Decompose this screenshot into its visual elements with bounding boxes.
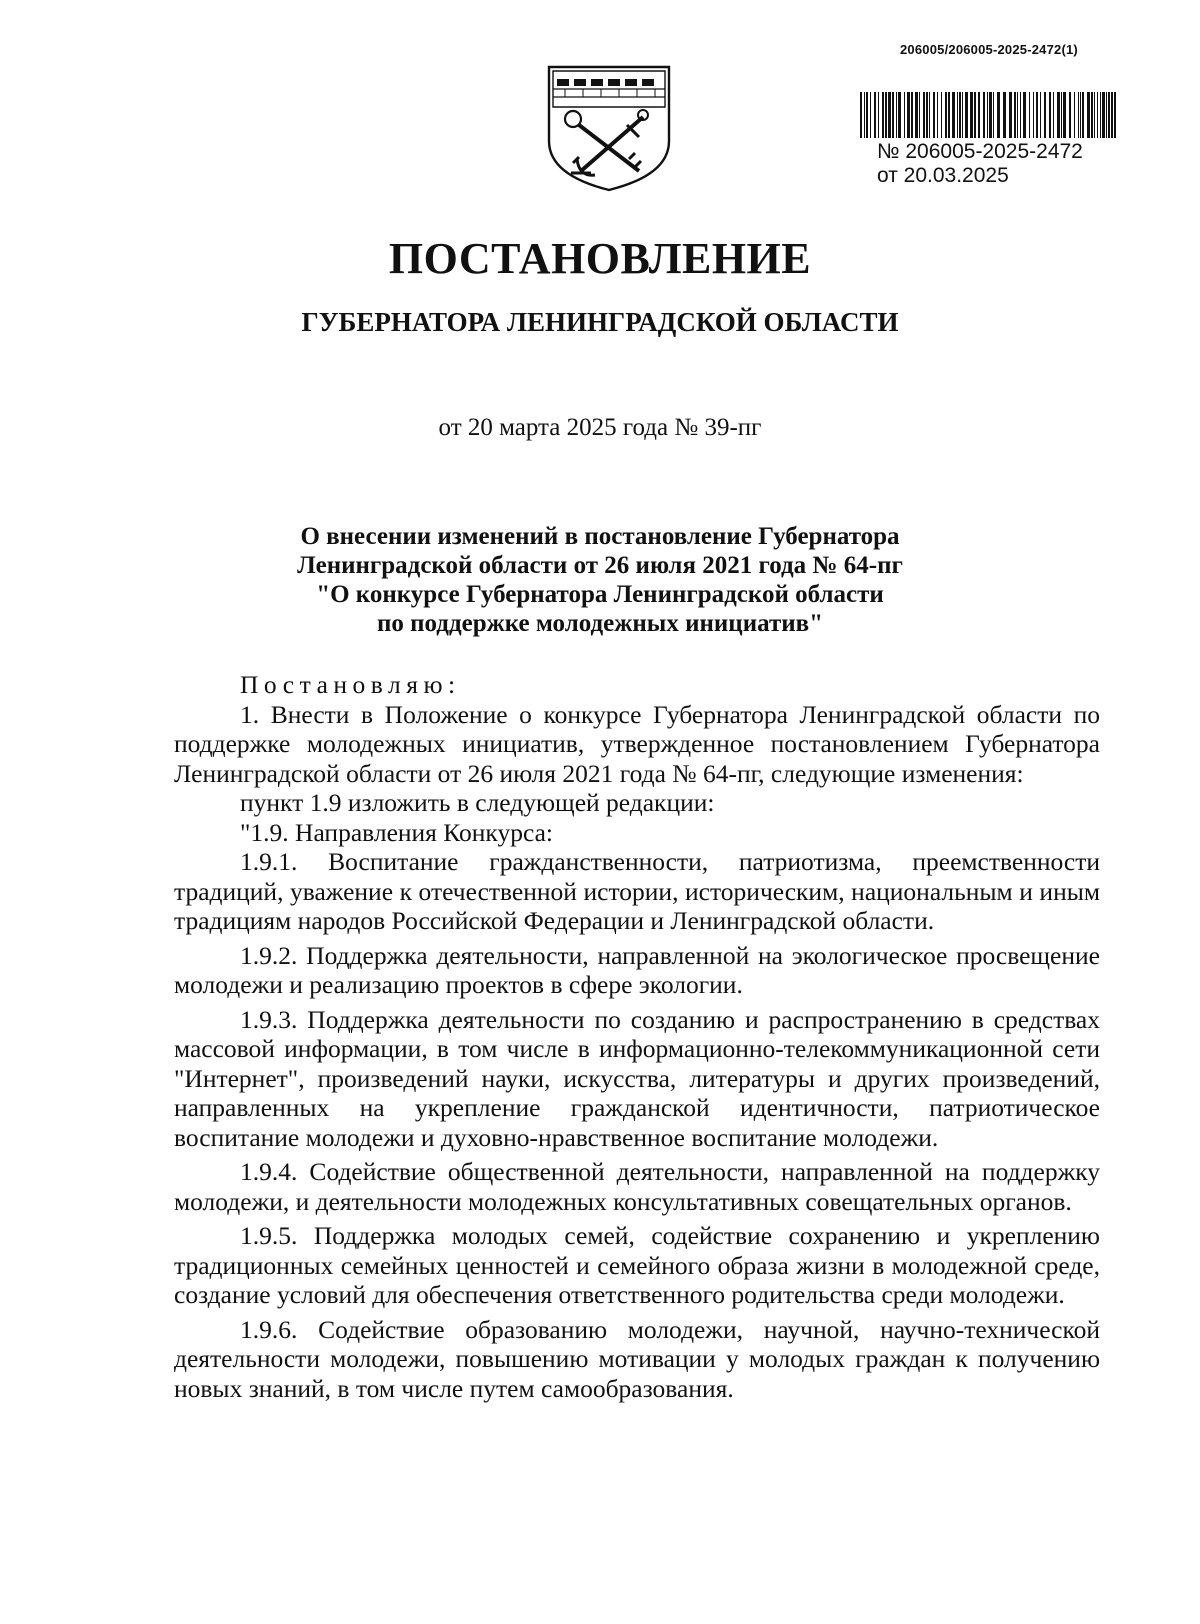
barcode-bar xyxy=(983,92,985,138)
barcode-bar xyxy=(1044,92,1046,138)
barcode-bar xyxy=(1087,92,1090,138)
barcode-bar xyxy=(882,92,884,138)
barcode-bar xyxy=(907,92,910,138)
paragraph-1-9-4: 1.9.4. Содействие общественной деятельности, направленной на поддержку молодежи, и деятельности молодежных консультативных совещательных органов. xyxy=(174,1157,1100,1216)
barcode-bar xyxy=(1080,92,1081,138)
barcode-bar xyxy=(1069,92,1071,138)
barcode-bar xyxy=(987,92,988,138)
barcode-bar xyxy=(896,92,897,138)
registration-date: от 20.03.2025 xyxy=(877,164,1009,187)
barcode-bar xyxy=(919,92,920,138)
barcode-bar xyxy=(1106,92,1107,138)
paragraph-1: 1. Внести в Положение о конкурсе Губернатора Ленинградской области по поддержке молодежных инициатив, утвержденное постановлением Губернатора Ленинградской области от 26 июля 2021 года № 64-пг, следующие изменения: xyxy=(174,699,1100,788)
barcode-bar xyxy=(904,92,905,138)
barcode-bar xyxy=(888,92,891,138)
barcode-bar xyxy=(1020,92,1021,138)
barcode-bar xyxy=(945,92,947,138)
barcode-bar xyxy=(929,92,930,138)
barcode-bar xyxy=(874,92,876,138)
subject-line: по поддержке молодежных инициатив" xyxy=(376,610,824,637)
barcode-bar xyxy=(978,92,980,138)
barcode-bar xyxy=(1114,92,1116,138)
barcode-bar xyxy=(997,92,1000,138)
leningrad-oblast-coat-of-arms-icon xyxy=(543,63,675,193)
barcode-bar xyxy=(965,92,968,138)
barcode-bar xyxy=(974,92,976,138)
barcode-bar xyxy=(957,92,958,138)
document-author: ГУБЕРНАТОРА ЛЕНИНГРАДСКОЙ ОБЛАСТИ xyxy=(301,307,899,337)
barcode-bar xyxy=(989,92,992,138)
barcode-bar xyxy=(1049,92,1051,138)
barcode-bar xyxy=(1061,92,1062,138)
barcode-bar xyxy=(898,92,901,138)
paragraph-1-9-5: 1.9.5. Поддержка молодых семей, содействие сохранению и укреплению традиционных семейных ценностей и семейного образа жизни в молодежной среде, создание условий для обеспечения ответственного родительства среди молодежи. xyxy=(174,1221,1100,1309)
barcode-bar xyxy=(970,92,973,138)
barcode-bar xyxy=(1094,92,1095,138)
barcode-bar xyxy=(1017,92,1018,138)
barcode-bar xyxy=(1082,92,1084,138)
barcode-bar xyxy=(1036,92,1038,138)
barcode-bar xyxy=(860,92,862,138)
barcode-bar xyxy=(911,92,913,138)
barcode-bar xyxy=(933,92,935,138)
decree-word: Постановляю: xyxy=(240,670,461,699)
barcode-bar xyxy=(1040,92,1041,138)
barcode-bar xyxy=(1108,92,1110,138)
barcode-bar xyxy=(1111,92,1113,138)
barcode-bar xyxy=(864,92,865,138)
barcode-bar xyxy=(866,92,868,138)
document-date-line: от 20 марта 2025 года № 39-пг xyxy=(438,414,762,441)
document-subject xyxy=(240,522,960,638)
barcode-bar xyxy=(1097,92,1098,138)
registration-number: № 206005-2025-2472 xyxy=(877,140,1083,163)
barcode-bar xyxy=(1023,92,1026,138)
subject-line: "О конкурсе Губернатора Ленинградской области xyxy=(316,581,884,608)
barcode-bar xyxy=(1053,92,1054,138)
barcode-bar xyxy=(1057,92,1060,138)
barcode-bar xyxy=(1029,92,1030,138)
barcode-bar xyxy=(1074,92,1075,138)
barcode-bar xyxy=(885,92,887,138)
barcode-bar xyxy=(926,92,928,138)
barcode-bar xyxy=(959,92,961,138)
barcode-icon xyxy=(860,92,1118,138)
barcode-bar xyxy=(892,92,894,138)
paragraph-amend-instruction: пункт 1.9 изложить в следующей редакции: xyxy=(240,788,715,817)
paragraph-1-9-6: 1.9.6. Содействие образованию молодежи, научной, научно-технической деятельности молодежи, повышению мотивации у молодых граждан к получению новых знаний, в том числе путем самообразования. xyxy=(174,1314,1100,1403)
barcode-bar xyxy=(952,92,955,138)
barcode-bar xyxy=(1009,92,1012,138)
barcode-bar xyxy=(878,92,879,138)
paragraph-1-9-2: 1.9.2. Поддержка деятельности, направленной на экологическое просвещение молодежи и реализацию проектов в сфере экологии. xyxy=(174,940,1100,999)
barcode-bar xyxy=(1014,92,1016,138)
barcode-bar xyxy=(1102,92,1105,138)
barcode-bar xyxy=(948,92,950,138)
paragraph-1-9-1: 1.9.1. Воспитание гражданственности, патриотизма, преемственности традиций, уважение к отечественной истории, историческим, национальным и иным традициям народов Российской Федерации и Ленинградской области. xyxy=(174,847,1100,935)
barcode-bar xyxy=(1078,92,1079,138)
barcode-bar xyxy=(870,92,871,138)
barcode-bar xyxy=(941,92,942,138)
paragraph-1-9-3: 1.9.3. Поддержка деятельности по созданию и распространению в средствах массовой информации, в том числе в информационно-телекоммуникационной сети "Интернет", произведений науки, искусства, литературы и других произведений, направленных на укрепление гражданской идентичности, патриотическое воспитание молодежи и духовно-нравственное воспитание молодежи. xyxy=(174,1004,1100,1152)
barcode-bar xyxy=(1091,92,1093,138)
barcode-bar xyxy=(1033,92,1034,138)
subject-line: Ленинградской области от 26 июля 2021 года № 64-пг xyxy=(297,552,903,579)
subject-line: О внесении изменений в постановление Губернатора xyxy=(300,523,900,550)
barcode-bar xyxy=(1063,92,1066,138)
registration-id: 206005/206005-2025-2472(1) xyxy=(900,42,1078,57)
barcode-bar xyxy=(962,92,963,138)
barcode-bar xyxy=(937,92,938,138)
barcode-bar xyxy=(993,92,994,138)
document-body xyxy=(174,670,1100,1403)
barcode-bar xyxy=(1003,92,1006,138)
barcode-bar xyxy=(923,92,925,138)
barcode-bar xyxy=(1100,92,1101,138)
barcode-bar xyxy=(915,92,918,138)
document-type-title: ПОСТАНОВЛЕНИЕ xyxy=(388,234,812,283)
paragraph-section-heading: "1.9. Направления Конкурса: xyxy=(240,817,553,847)
